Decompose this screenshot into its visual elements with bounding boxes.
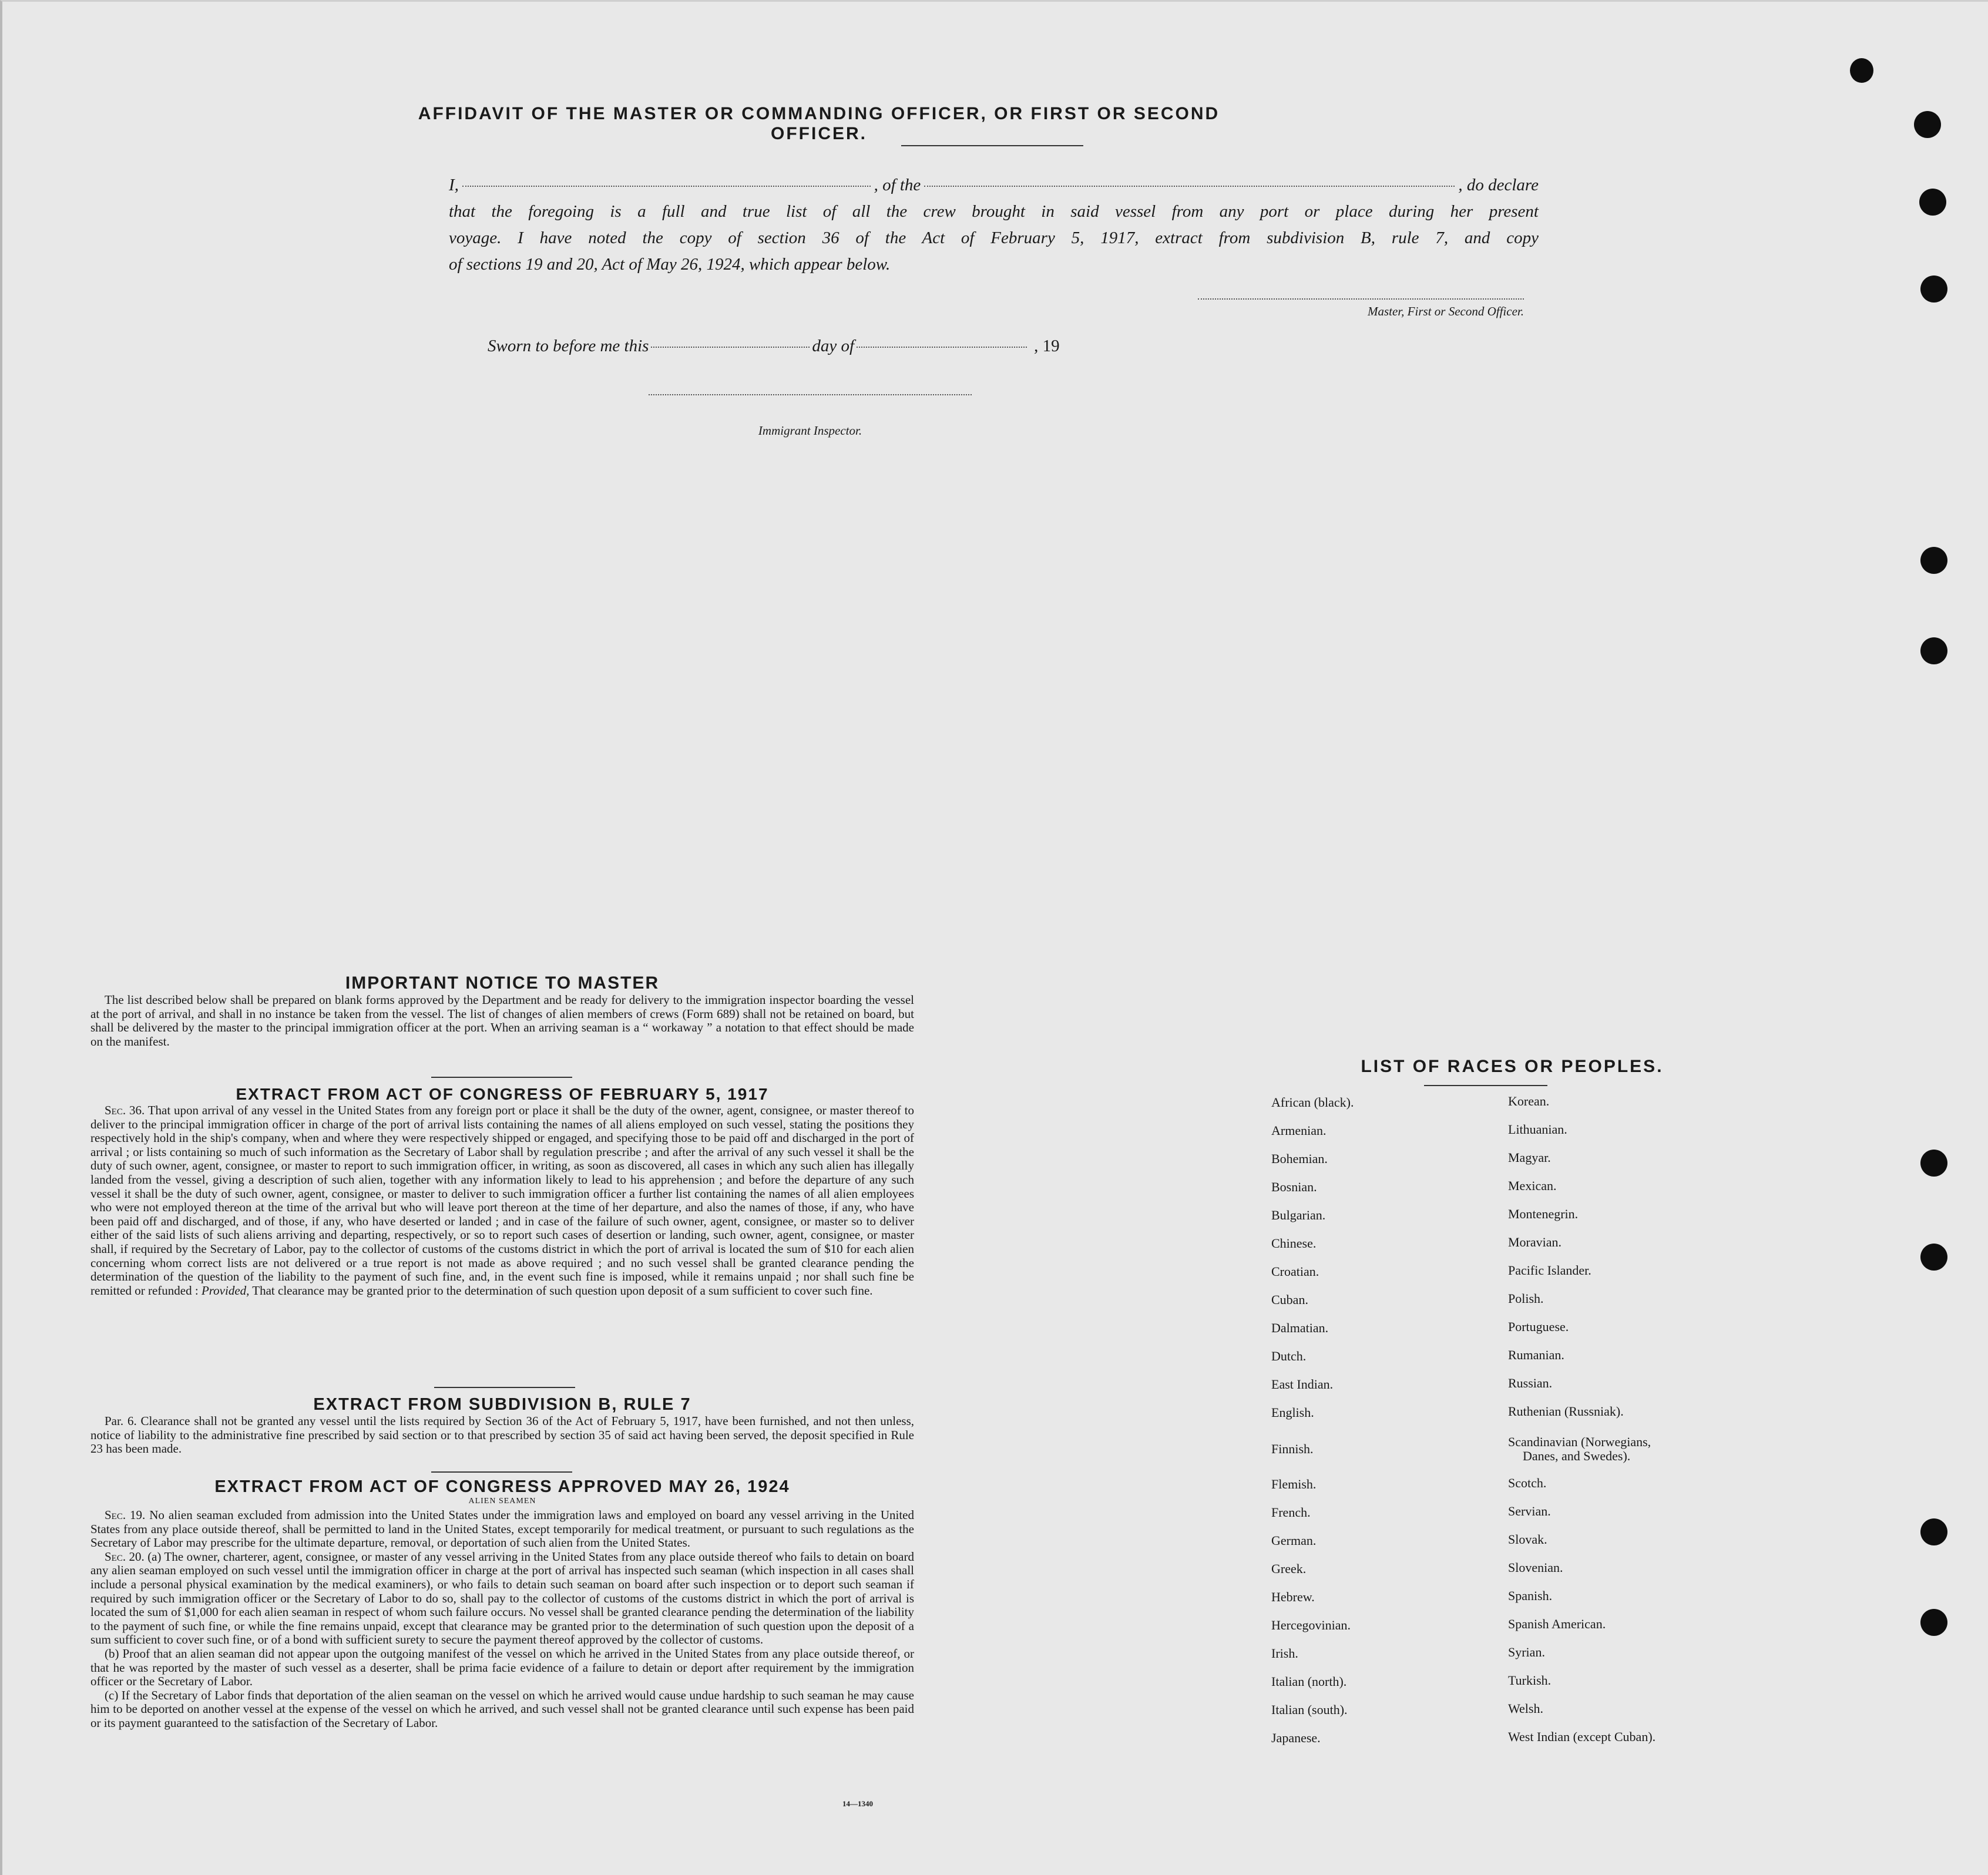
affidavit-line-3: voyage. I have noted the copy of section 36 of the Act of February 5, 1917, extract from subdivision B, rule 7, and copy (449, 229, 1539, 247)
inspector-signature-field[interactable] (649, 394, 972, 395)
declarant-name-field[interactable] (462, 186, 871, 187)
sworn-day-field[interactable] (651, 347, 810, 348)
punch-hole (1920, 637, 1947, 664)
extract-rule7-section (90, 1395, 914, 1456)
race-item: Scotch. (1508, 1476, 1547, 1490)
race-item: Russian. (1508, 1376, 1553, 1390)
section-label: Sec. 20. (105, 1549, 145, 1564)
vessel-name-field[interactable] (924, 186, 1455, 187)
proviso-label: Provided, (201, 1283, 250, 1298)
section-label: Sec. 36. (105, 1103, 145, 1117)
extract-1917-section (90, 1085, 914, 1298)
race-item: Korean. (1508, 1094, 1550, 1108)
notice-section (90, 973, 914, 1049)
punch-hole (1914, 111, 1941, 138)
race-item: Bulgarian. (1271, 1208, 1326, 1222)
race-item: Hebrew. (1271, 1590, 1315, 1604)
title-divider (901, 145, 1083, 146)
punch-hole (1920, 547, 1947, 574)
races-title-divider (1424, 1085, 1547, 1086)
race-item: Polish. (1508, 1291, 1544, 1306)
declarant-prefix: I, (449, 176, 459, 194)
sworn-prefix: Sworn to before me this (488, 337, 649, 355)
inspector-signature-caption: Immigrant Inspector. (758, 424, 862, 438)
form-number: 14—1340 (842, 1799, 873, 1808)
race-item: Flemish. (1271, 1477, 1317, 1491)
race-item: Greek. (1271, 1561, 1307, 1576)
section-divider (431, 1471, 572, 1473)
race-item: Chinese. (1271, 1236, 1317, 1251)
race-item: African (black). (1271, 1095, 1354, 1110)
race-item: Turkish. (1508, 1673, 1552, 1688)
extract-1924-title: EXTRACT FROM ACT OF CONGRESS APPROVED MAY 26, 1924 (214, 1477, 790, 1496)
race-item: Italian (north). (1271, 1674, 1347, 1689)
sworn-year-label: , 19 (1034, 337, 1060, 355)
extract-rule7-body: Par. 6. Clearance shall not be granted any vessel until the lists required by Section 36 of the Act of February 5, 1917, have been furnished, and not then unless, notice of liability to the administrative fine prescribed by said section or to that prescribed by section 35 of said act having been served, the deposit specified in Rule 23 has been made. (90, 1414, 914, 1456)
race-item: Lithuanian. (1508, 1122, 1567, 1137)
notice-title: IMPORTANT NOTICE TO MASTER (345, 973, 660, 993)
race-item: Dutch. (1271, 1349, 1307, 1363)
proviso-text: That clearance may be granted prior to the determination of such question upon deposit of a sum sufficient to cover such fine. (252, 1283, 873, 1298)
notice-body: The list described below shall be prepared on blank forms approved by the Department and be ready for delivery to the immigration inspector boarding the vessel at the port of arrival, and shall in no instance be taken from the vessel. The list of changes of alien members of crews (Form 689) shall not be retained on board, but shall be delivered by the master to the principal immigration officer at the port. When an arriving seaman is a “ workaway ” a notation to that effect should be made on the manifest. (90, 993, 914, 1049)
declare-suffix: , do declare (1458, 176, 1539, 194)
officer-signature-caption: Master, First or Second Officer. (1368, 304, 1524, 318)
punch-hole (1920, 1609, 1947, 1636)
punch-hole (1920, 1244, 1947, 1271)
vessel-prefix: , of the (874, 176, 921, 194)
race-item: Cuban. (1271, 1292, 1308, 1307)
race-item: Danes, and Swedes). (1523, 1449, 1631, 1463)
sworn-month-field[interactable] (857, 347, 1027, 348)
race-item: Armenian. (1271, 1123, 1327, 1138)
section-19-text (90, 1508, 914, 1550)
race-item: Spanish American. (1508, 1617, 1606, 1631)
section-19-body: No alien seaman excluded from admission into the United States under the immigration laws and employed on board any vessel arriving in the United States from any place outside thereof, shall be permitted to land in the United States, except temporarily for medical treatment, or pursuant to such regulations as the Secretary of Labor may prescribe for the ultimate departure, removal, or deportation of such alien from the United States. (90, 1508, 914, 1550)
section-36-text: That upon arrival of any vessel in the United States from any foreign port or place it shall be the duty of the owner, agent, consignee, or master thereof to deliver to the principal immigration officer in charge of the port of arrival lists containing the names of all aliens employed on such vessel, stating the positions they respectively hold in the ship's company, when and where they were respectively shipped or engaged, and specifying those to be paid off and discharged in the port of arrival ; or lists containing so much of such information as the Secretary of Labor shall by regulation prescribe ; and after the arrival of any such vessel it shall be the duty of such owner, agent, consignee, or master to report to such immigration officer, in writing, as soon as discovered, all cases in which any such alien has illegally landed from the vessel, giving a description of such alien, together with any information likely to lead to his apprehension ; and before the departure of any such vessel it shall be the duty of such owner, agent, consignee, or master to deliver to such immigration officer a further list containing the names of all alien employees who were not employed thereon at the time of the arrival but who will leave port thereon at the time of her departure, and also the names of those, if any, who have been paid off and discharged, and of those, if any, who have deserted or landed ; and in case of the failure of such owner, agent, consignee, or master so to deliver either of the said lists of such aliens arriving and departing, respectively, or so to report such cases of desertion or landing, such owner, agent, consignee, or master shall, if required by the Secretary of Labor, pay to the collector of customs of the customs district in which the port of arrival is located the sum of $10 for each alien concerning whom correct lists are not delivered or a true report is not made as above required ; and no such vessel shall be granted clearance pending the determination of the question of the liability to the payment of such fine, and, in the event such fine is imposed, while it remains unpaid ; nor shall such fine be remitted or refunded : (90, 1103, 914, 1298)
section-20b-text: (b) Proof that an alien seaman did not appear upon the outgoing manifest of the vessel on which he arrived in the United States from any place outside thereof, or that he was reported by the master of such vessel as a deserter, shall be prima facie evidence of a failure to detain or deport after requirement by the immigration officer or the Secretary of Labor. (90, 1646, 914, 1689)
punch-hole (1920, 1518, 1947, 1545)
punch-hole (1920, 275, 1947, 303)
extract-1917-title: EXTRACT FROM ACT OF CONGRESS OF FEBRUARY 5, 1917 (236, 1085, 769, 1103)
race-item: Portuguese. (1508, 1319, 1569, 1334)
punch-hole (1920, 1150, 1947, 1177)
affidavit-title: AFFIDAVIT OF THE MASTER OR COMMANDING OFFICER, OR FIRST OR SECOND OFFICER. (418, 104, 1220, 143)
race-item: Rumanian. (1508, 1348, 1564, 1362)
section-20c-text: (c) If the Secretary of Labor finds that deportation of the alien seaman on the vessel on which he arrived would cause undue hardship to such seaman he may cause him to be deported on another vessel at the expense of the vessel on which he arrived, and such vessel shall not be granted clearance until such expense has been paid or its payment guaranteed to the satisfaction of the Secretary of Labor. (90, 1688, 914, 1730)
section-divider (434, 1387, 575, 1388)
race-item: Slovenian. (1508, 1560, 1563, 1575)
race-item: Croatian. (1271, 1264, 1319, 1279)
race-item: Scandinavian (Norwegians, (1508, 1434, 1651, 1449)
race-item: Bohemian. (1271, 1151, 1328, 1166)
race-item: Pacific Islander. (1508, 1263, 1591, 1278)
race-item: Mexican. (1508, 1178, 1557, 1193)
section-20a-body: (a) The owner, charterer, agent, consignee, or master of any vessel arriving in the United States from any place outside thereof who fails to detain on board any alien seaman employed on such vessel until the immigration officer in charge at the port of arrival has inspected such seaman (which inspection in all cases shall include a personal physical examination by the medical examiners), or who fails to detain such seaman on board after such inspection or to deport such seaman if required by such immigration officer or the Secretary of Labor to do so, shall pay to the collector of customs of the customs district in which the port of arrival is located the sum of $1,000 for each alien seaman in respect of whom such failure occurs. No vessel shall be granted clearance pending the determination of the liability to the payment of such fine, or while the fine remains unpaid, except that clearance may be granted prior to the determination of such question upon the deposit of a sum sufficient to cover such fine, or of a bond with sufficient surety to secure the payment thereof approved by the collector of customs. (90, 1549, 914, 1647)
extract-rule7-title: EXTRACT FROM SUBDIVISION B, RULE 7 (313, 1395, 691, 1414)
affidavit-body (449, 172, 1539, 278)
punch-hole (1850, 58, 1873, 83)
section-20a-text (90, 1550, 914, 1647)
race-item: Irish. (1271, 1646, 1298, 1661)
race-item: Dalmatian. (1271, 1320, 1329, 1335)
race-item: French. (1271, 1505, 1311, 1520)
race-item: Finnish. (1271, 1441, 1314, 1456)
extract-1924-section (90, 1477, 914, 1730)
race-item: Syrian. (1508, 1645, 1545, 1659)
race-item: Bosnian. (1271, 1180, 1317, 1194)
race-item: Welsh. (1508, 1701, 1543, 1716)
section-divider (431, 1077, 572, 1078)
affidavit-line-2: that the foregoing is a full and true list of all the crew brought in said vessel from any port or place during her present (449, 202, 1539, 221)
punch-hole (1919, 189, 1946, 216)
race-item: Italian (south). (1271, 1702, 1348, 1717)
section-label: Sec. 19. (105, 1508, 146, 1522)
race-item: Servian. (1508, 1504, 1551, 1518)
affidavit-line-1 (449, 172, 1539, 199)
extract-1917-body (90, 1104, 914, 1298)
race-item: Montenegrin. (1508, 1207, 1579, 1221)
race-item: English. (1271, 1405, 1314, 1420)
officer-signature-field[interactable] (1198, 298, 1524, 300)
race-item: Magyar. (1508, 1150, 1551, 1165)
sworn-statement (488, 337, 1075, 356)
sworn-day-label: day of (812, 337, 855, 355)
race-item: Hercegovinian. (1271, 1618, 1351, 1632)
race-item: Spanish. (1508, 1588, 1553, 1603)
race-item: Slovak. (1508, 1532, 1547, 1547)
race-item: Japanese. (1271, 1730, 1321, 1745)
race-item: German. (1271, 1533, 1317, 1548)
race-item: East Indian. (1271, 1377, 1334, 1392)
race-item: Ruthenian (Russniak). (1508, 1404, 1624, 1419)
race-item: Moravian. (1508, 1235, 1562, 1249)
alien-seamen-subtitle: ALIEN SEAMEN (468, 1497, 536, 1506)
race-item: West Indian (except Cuban). (1508, 1729, 1656, 1744)
races-list-title: LIST OF RACES OR PEOPLES. (1361, 1057, 1664, 1076)
affidavit-line-4: of sections 19 and 20, Act of May 26, 1924, which appear below. (449, 255, 891, 274)
